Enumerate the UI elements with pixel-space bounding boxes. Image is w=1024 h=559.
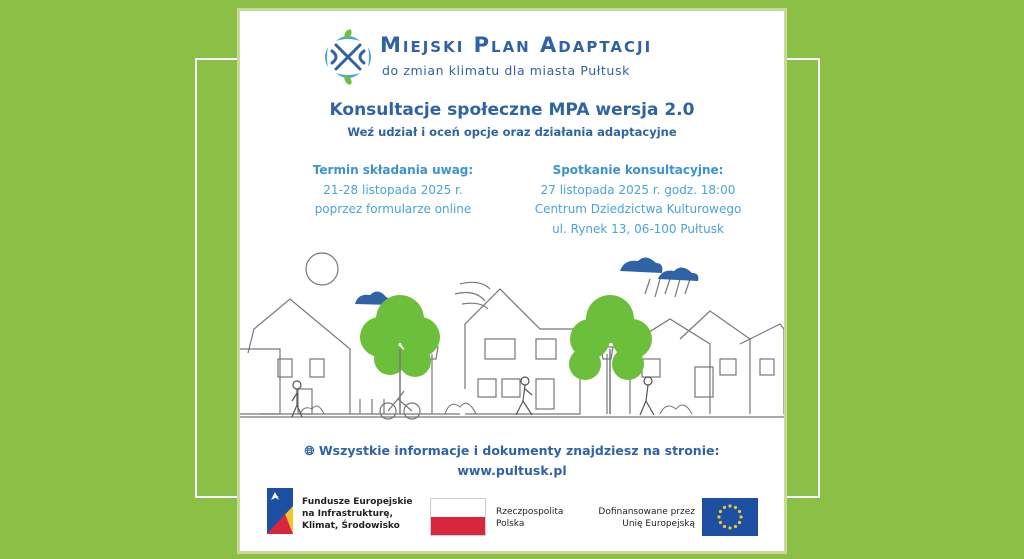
- eu-flag-icon: [702, 498, 758, 536]
- climate-logo-icon: [322, 29, 374, 85]
- meeting-label: Spotkanie konsultacyjne:: [552, 163, 724, 177]
- meeting-date: 27 listopada 2025 r. godz. 18:00: [540, 182, 736, 197]
- info-line: [240, 441, 784, 461]
- eu-funds-text: [302, 496, 422, 532]
- footer-logos: [240, 486, 784, 546]
- eu-star-icon: [734, 506, 737, 509]
- info-block: [240, 441, 784, 481]
- eu-star-icon: [728, 526, 731, 529]
- eu-cofinanced-text: [590, 506, 695, 530]
- person-icon: [521, 377, 529, 385]
- eu-star-icon: [723, 506, 726, 509]
- header: [322, 29, 712, 89]
- deadline-method: poprzez formularze online: [314, 202, 472, 216]
- website-link[interactable]: www.pultusk.pl: [457, 463, 567, 478]
- info-text: Wszystkie informacje i dokumenty znajdziesz na stronie:: [318, 443, 720, 458]
- streetlamp-icon: [601, 347, 613, 414]
- person-icon: [644, 377, 652, 385]
- deadline-label: Termin składania uwag:: [312, 163, 474, 177]
- cloud-icon: [620, 257, 662, 273]
- eu-star-icon: [739, 515, 742, 518]
- poland-line1: Rzeczpospolita: [496, 507, 564, 517]
- meeting-venue: Centrum Dziedzictwa Kulturowego: [534, 202, 742, 216]
- person-icon: [293, 381, 301, 389]
- eu-cofinanced-line2: Unię Europejską: [622, 519, 695, 529]
- eu-star-icon: [728, 504, 731, 507]
- deadline-block: [298, 161, 488, 220]
- eu-star-icon: [719, 510, 722, 513]
- plan-subtitle: do zmian klimatu dla miasta Pułtusk: [382, 63, 630, 78]
- eu-star-icon: [717, 515, 720, 518]
- eu-star-icon: [734, 525, 737, 528]
- subheadline: Weź udział i oceń opcje oraz działania adaptacyjne: [347, 125, 677, 139]
- cloud-icon: [658, 267, 698, 281]
- eu-star-icon: [719, 521, 722, 524]
- eu-star-icon: [738, 521, 741, 524]
- poland-flag-icon: [430, 498, 486, 536]
- eu-funds-line3: Klimat, Środowisko: [302, 521, 400, 531]
- eu-funds-line1: Fundusze Europejskie: [302, 497, 413, 507]
- headline: Konsultacje społeczne MPA wersja 2.0: [329, 100, 695, 120]
- deadline-dates: 21-28 listopada 2025 r.: [323, 182, 463, 197]
- meeting-block: [518, 161, 758, 239]
- sun-icon: [306, 253, 338, 285]
- town-illustration: [240, 249, 784, 429]
- house-icon: [240, 349, 280, 414]
- poster: [237, 8, 787, 554]
- poland-text: [496, 506, 563, 530]
- eu-funds-line2: na Infrastrukturę,: [302, 509, 393, 519]
- eu-star-icon: [723, 525, 726, 528]
- house-icon: [465, 289, 580, 414]
- globe-icon: 🌐︎: [304, 443, 315, 458]
- eu-cofinanced-line1: Dofinansowane przez: [598, 507, 695, 517]
- meeting-address: ul. Rynek 13, 06-100 Pułtusk: [552, 221, 724, 236]
- poland-line2: Polska: [496, 519, 525, 529]
- eu-star-icon: [738, 510, 741, 513]
- plan-title: Miejski Plan Adaptacji: [380, 33, 653, 57]
- eu-funds-logo-icon: [265, 486, 295, 536]
